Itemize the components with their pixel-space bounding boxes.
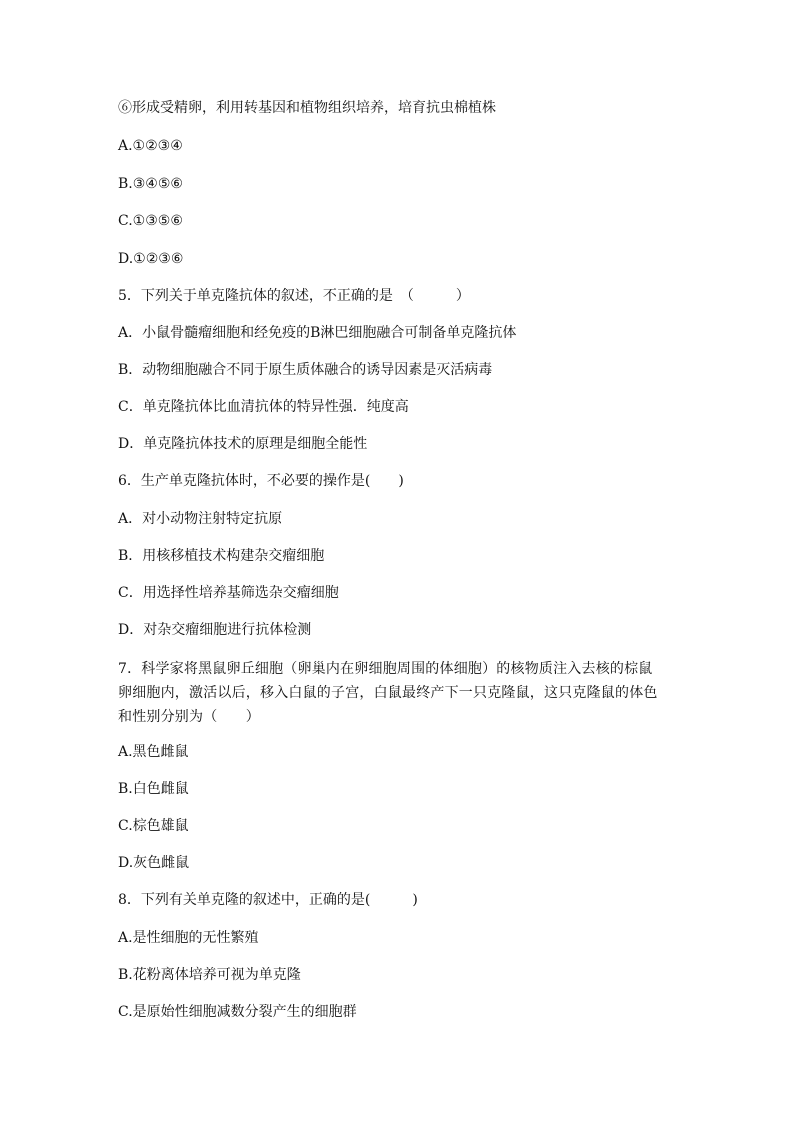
q8-option-a: A.是性细胞的无性繁殖 [118, 930, 259, 946]
q5-option-a: A．小鼠骨髓瘤细胞和经免疫的B淋巴细胞融合可制备单克隆抗体 [118, 325, 517, 341]
q7-line-2: 卵细胞内，激活以后，移入白鼠的子宫，白鼠最终产下一只克隆鼠，这只克隆鼠的体色 [118, 685, 658, 701]
question-5-stem: 5．下列关于单克隆抗体的叙述，不正确的是 （ ） [118, 288, 470, 304]
q7-option-c: C.棕色雄鼠 [118, 818, 189, 834]
q5-option-d: D．单克隆抗体技术的原理是细胞全能性 [118, 436, 368, 452]
q7-option-d: D.灰色雌鼠 [118, 855, 190, 871]
q6-option-b: B．用核移植技术构建杂交瘤细胞 [118, 548, 325, 564]
q6-option-a: A．对小动物注射特定抗原 [118, 511, 283, 527]
q7-line-3: 和性别分别为（ ） [118, 709, 260, 725]
q4-option-d: D.①②③⑥ [118, 251, 184, 267]
q4-option-c: C.①③⑤⑥ [118, 213, 183, 229]
q6-option-d: D．对杂交瘤细胞进行抗体检测 [118, 622, 312, 638]
q6-option-c: C．用选择性培养基筛选杂交瘤细胞 [118, 585, 339, 601]
q7-option-a: A.黑色雌鼠 [118, 744, 189, 760]
q5-option-c: C．单克隆抗体比血清抗体的特异性强．纯度高 [118, 399, 409, 415]
q7-option-b: B.白色雌鼠 [118, 781, 189, 797]
question-8-stem: 8．下列有关单克隆的叙述中，正确的是( ) [118, 892, 418, 908]
q4-option-a: A.①②③④ [118, 138, 183, 154]
question-6-stem: 6．生产单克隆抗体时，不必要的操作是( ) [118, 473, 404, 489]
option-six-text: ⑥形成受精卵，利用转基因和植物组织培养，培育抗虫棉植株 [118, 100, 496, 116]
q5-option-b: B．动物细胞融合不同于原生质体融合的诱导因素是灭活病毒 [118, 362, 493, 378]
q8-option-b: B.花粉离体培养可视为单克隆 [118, 967, 301, 983]
q7-line-1: 7．科学家将黑鼠卵丘细胞（卵巢内在卵细胞周围的体细胞）的核物质注入去核的棕鼠 [118, 661, 653, 677]
q8-option-c: C.是原始性细胞减数分裂产生的细胞群 [118, 1004, 357, 1020]
question-7-stem [118, 657, 688, 729]
q4-option-b: B.③④⑤⑥ [118, 176, 183, 192]
